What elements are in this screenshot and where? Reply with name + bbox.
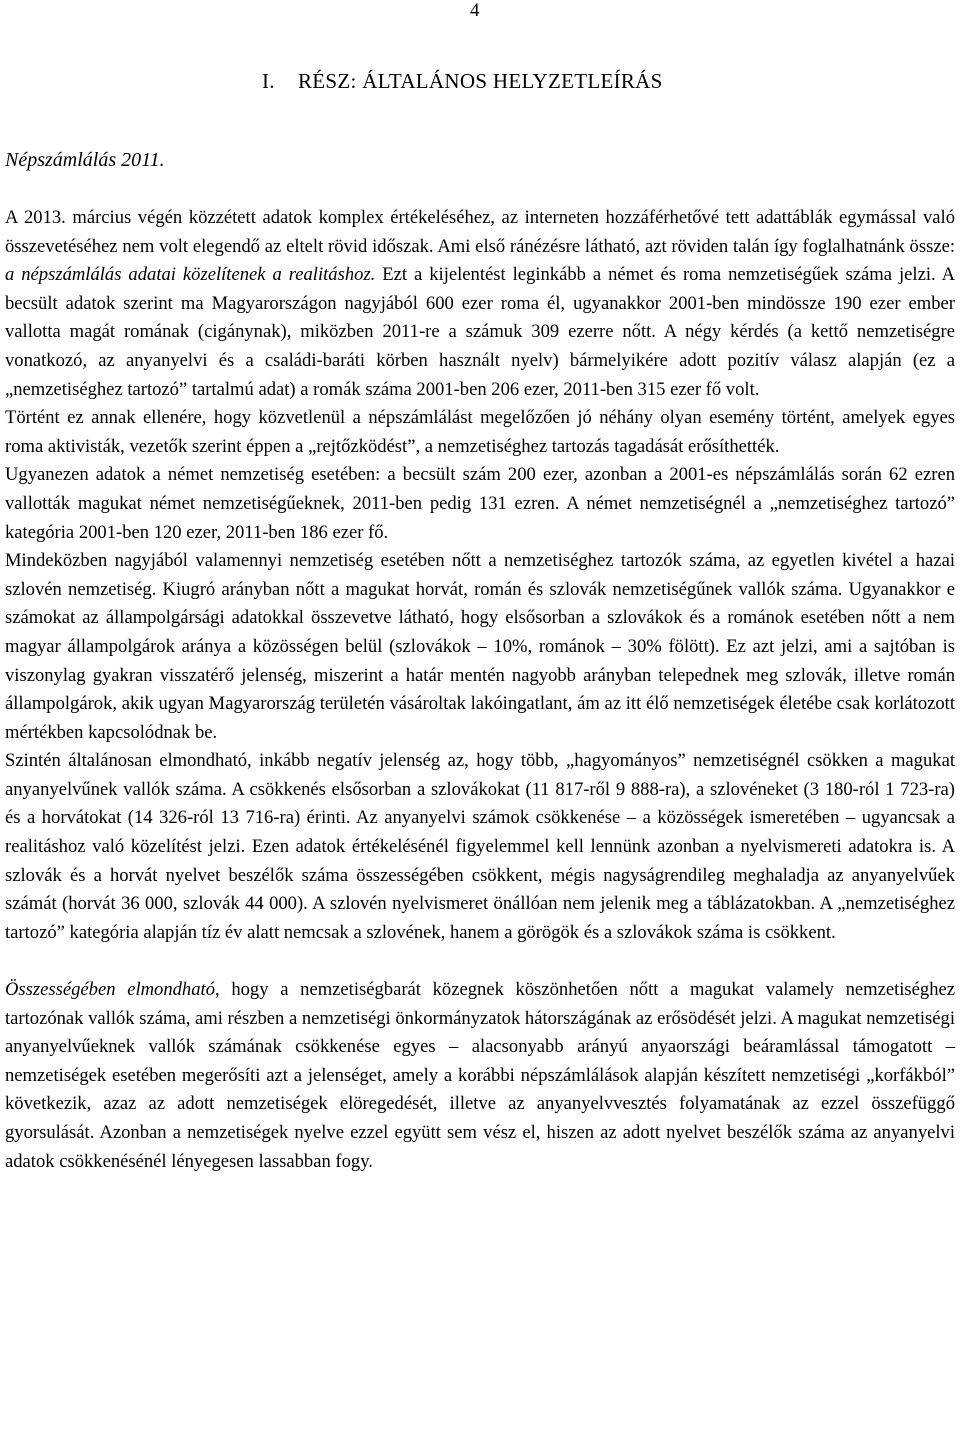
part-title: RÉSZ: ÁLTALÁNOS HELYZETLEÍRÁS [298, 69, 663, 93]
paragraph-4: Mindeközben nagyjából valamennyi nemzetiség esetében nőtt a nemzetiséghez tartozók száma, az egyetlen kivétel a hazai szlovén nemzetiség. Kiugró arányban nőtt a magukat horvát, román és szlovák nemzetiségűnek vallók száma. Ugyanakkor e számokat az állampolgársági adatokkal összevetve látható, hogy elsősorban a szlovákok és a románok esetében nőtt a nem magyar állampolgárok aránya a közösségen belül (szlovákok – 10%, románok – 30% fölött). Ez azt jelzi, ami a sajtóban is viszonylag gyakran visszatérő jelenség, miszerint a határ mentén nagyobb arányban telepednek meg szlovák, illetve román állampolgárok, akik ugyan Magyarország területén vásároltak lakóingatlant, ám az itt élő nemzetiségek életébe csak korlátozott mértékben kapcsolódnak be. [5, 550, 955, 743]
paragraph-5: Szintén általánosan elmondható, inkább negatív jelenség az, hogy több, „hagyományos” nemzetiségnél csökken a magukat anyanyelvűnek vallók száma. A csökkenés elsősorban a szlovákokat (11 817-ről 9 888-ra), a szlovéneket (3 180-ról 1 723-ra) és a horvátokat (14 326-ról 13 716-ra) érinti. Az anyanyelvi számok csökkenése – a közösségek ismeretében – ugyancsak a realitáshoz való közelítést jelzi. Ezen adatok értékelésénél figyelemmel kell lennünk azonban a nyelvismereti adatokra is. A szlovák és a horvát nyelvet beszélők száma összességében csökkent, mégis nagyságrendileg meghaladja az anyanyelvűek számát (horvát 36 000, szlovák 44 000). A szlovén nyelvismeret önállóan nem jelenik meg a táblázatokban. A „nemzetiséghez tartozó” kategória alapján tíz év alatt nemcsak a szlovének, hanem a görögök és a szlovákok száma is csökkent. [5, 750, 955, 943]
paragraph-3: Ugyanezen adatok a német nemzetiség esetében: a becsült szám 200 ezer, azonban a 2001-es népszámlálás során 62 ezren vallották magukat német nemzetiségűeknek, 2011-ben pedig 131 ezren. A német nemzetiségnél a „nemzetiséghez tartozó” kategória 2001-ben 120 ezer, 2011-ben 186 ezer fő. [5, 464, 955, 543]
page-number: 4 [470, 0, 480, 21]
paragraph-1-text-b: Ezt a kijelentést leginkább a német és roma nemzetiségűek száma jelzi. A becsült adatok szerint ma Magyarországon nagyjából 600 ezer roma él, ugyanakkor 2001-ben mindössze 190 ezer ember vallotta magát romának (cigánynak), miközben 2011-re a számuk 309 ezerre nőtt. A négy kérdés (a kettő nemzetiségre vonatkozó, az anyanyelvi és a családi-baráti körben használt nyelv) bármelyikére adott pozitív válasz alapján (ez a „nemzetiséghez tartozó” tartalmú adat) a romák száma 2001-ben 206 ezer, 2011-ben 315 ezer fő volt. [5, 264, 955, 400]
body-text [5, 204, 955, 1176]
part-numeral: I. [262, 69, 275, 93]
paragraph-6 [5, 976, 955, 1176]
paragraph-1-text-a: A 2013. március végén közzétett adatok komplex értékeléséhez, az interneten hozzáférhetővé tett adattáblák egymással való összevetéséhez nem volt elegendő az eltelt rövid időszak. Ami első ránézésre látható, azt röviden talán így foglalhatnánk össze: [5, 207, 955, 257]
part-heading [262, 67, 663, 95]
paragraph-2: Történt ez annak ellenére, hogy közvetlenül a népszámlálást megelőzően jó néhány olyan esemény történt, amelyek egyes roma aktivisták, vezetők szerint éppen a „rejtőzködést”, a nemzetiséghez tartozás tagadását erősíthették. [5, 407, 955, 457]
paragraph-6-text: , hogy a nemzetiségbarát közegnek köszönhetően nőtt a magukat valamely nemzetiséghez tartozónak vallók száma, ami részben a nemzetiségi önkormányzatok hátországának az erősödését jelzi. A magukat nemzetiségi anyanyelvűeknek vallók számának csökkenése egyes – alacsonyabb arányú anyaországi beáramlással támogatott – nemzetiségek esetében megerősíti azt a jelenséget, amely a korábbi népszámlálások alapján készített nemzetiségi „korfákból” következik, azaz az adott nemzetiségek elöregedését, illetve az anyanyelvvesztés folyamatának az ezzel összefüggő gyorsulását. Azonban a nemzetiségek nyelve ezzel együtt sem vész el, hiszen az adott nyelvet beszélők száma az anyanyelvi adatok csökkenésénél lényegesen lassabban fogy. [5, 979, 956, 1172]
paragraph-6-emphasis: Összességében elmondható [5, 979, 215, 1001]
paragraph-1 [5, 204, 955, 404]
section-title: Népszámlálás 2011. [5, 149, 165, 171]
paragraph-1-emphasis: a népszámlálás adatai közelítenek a realitáshoz. [5, 264, 376, 286]
